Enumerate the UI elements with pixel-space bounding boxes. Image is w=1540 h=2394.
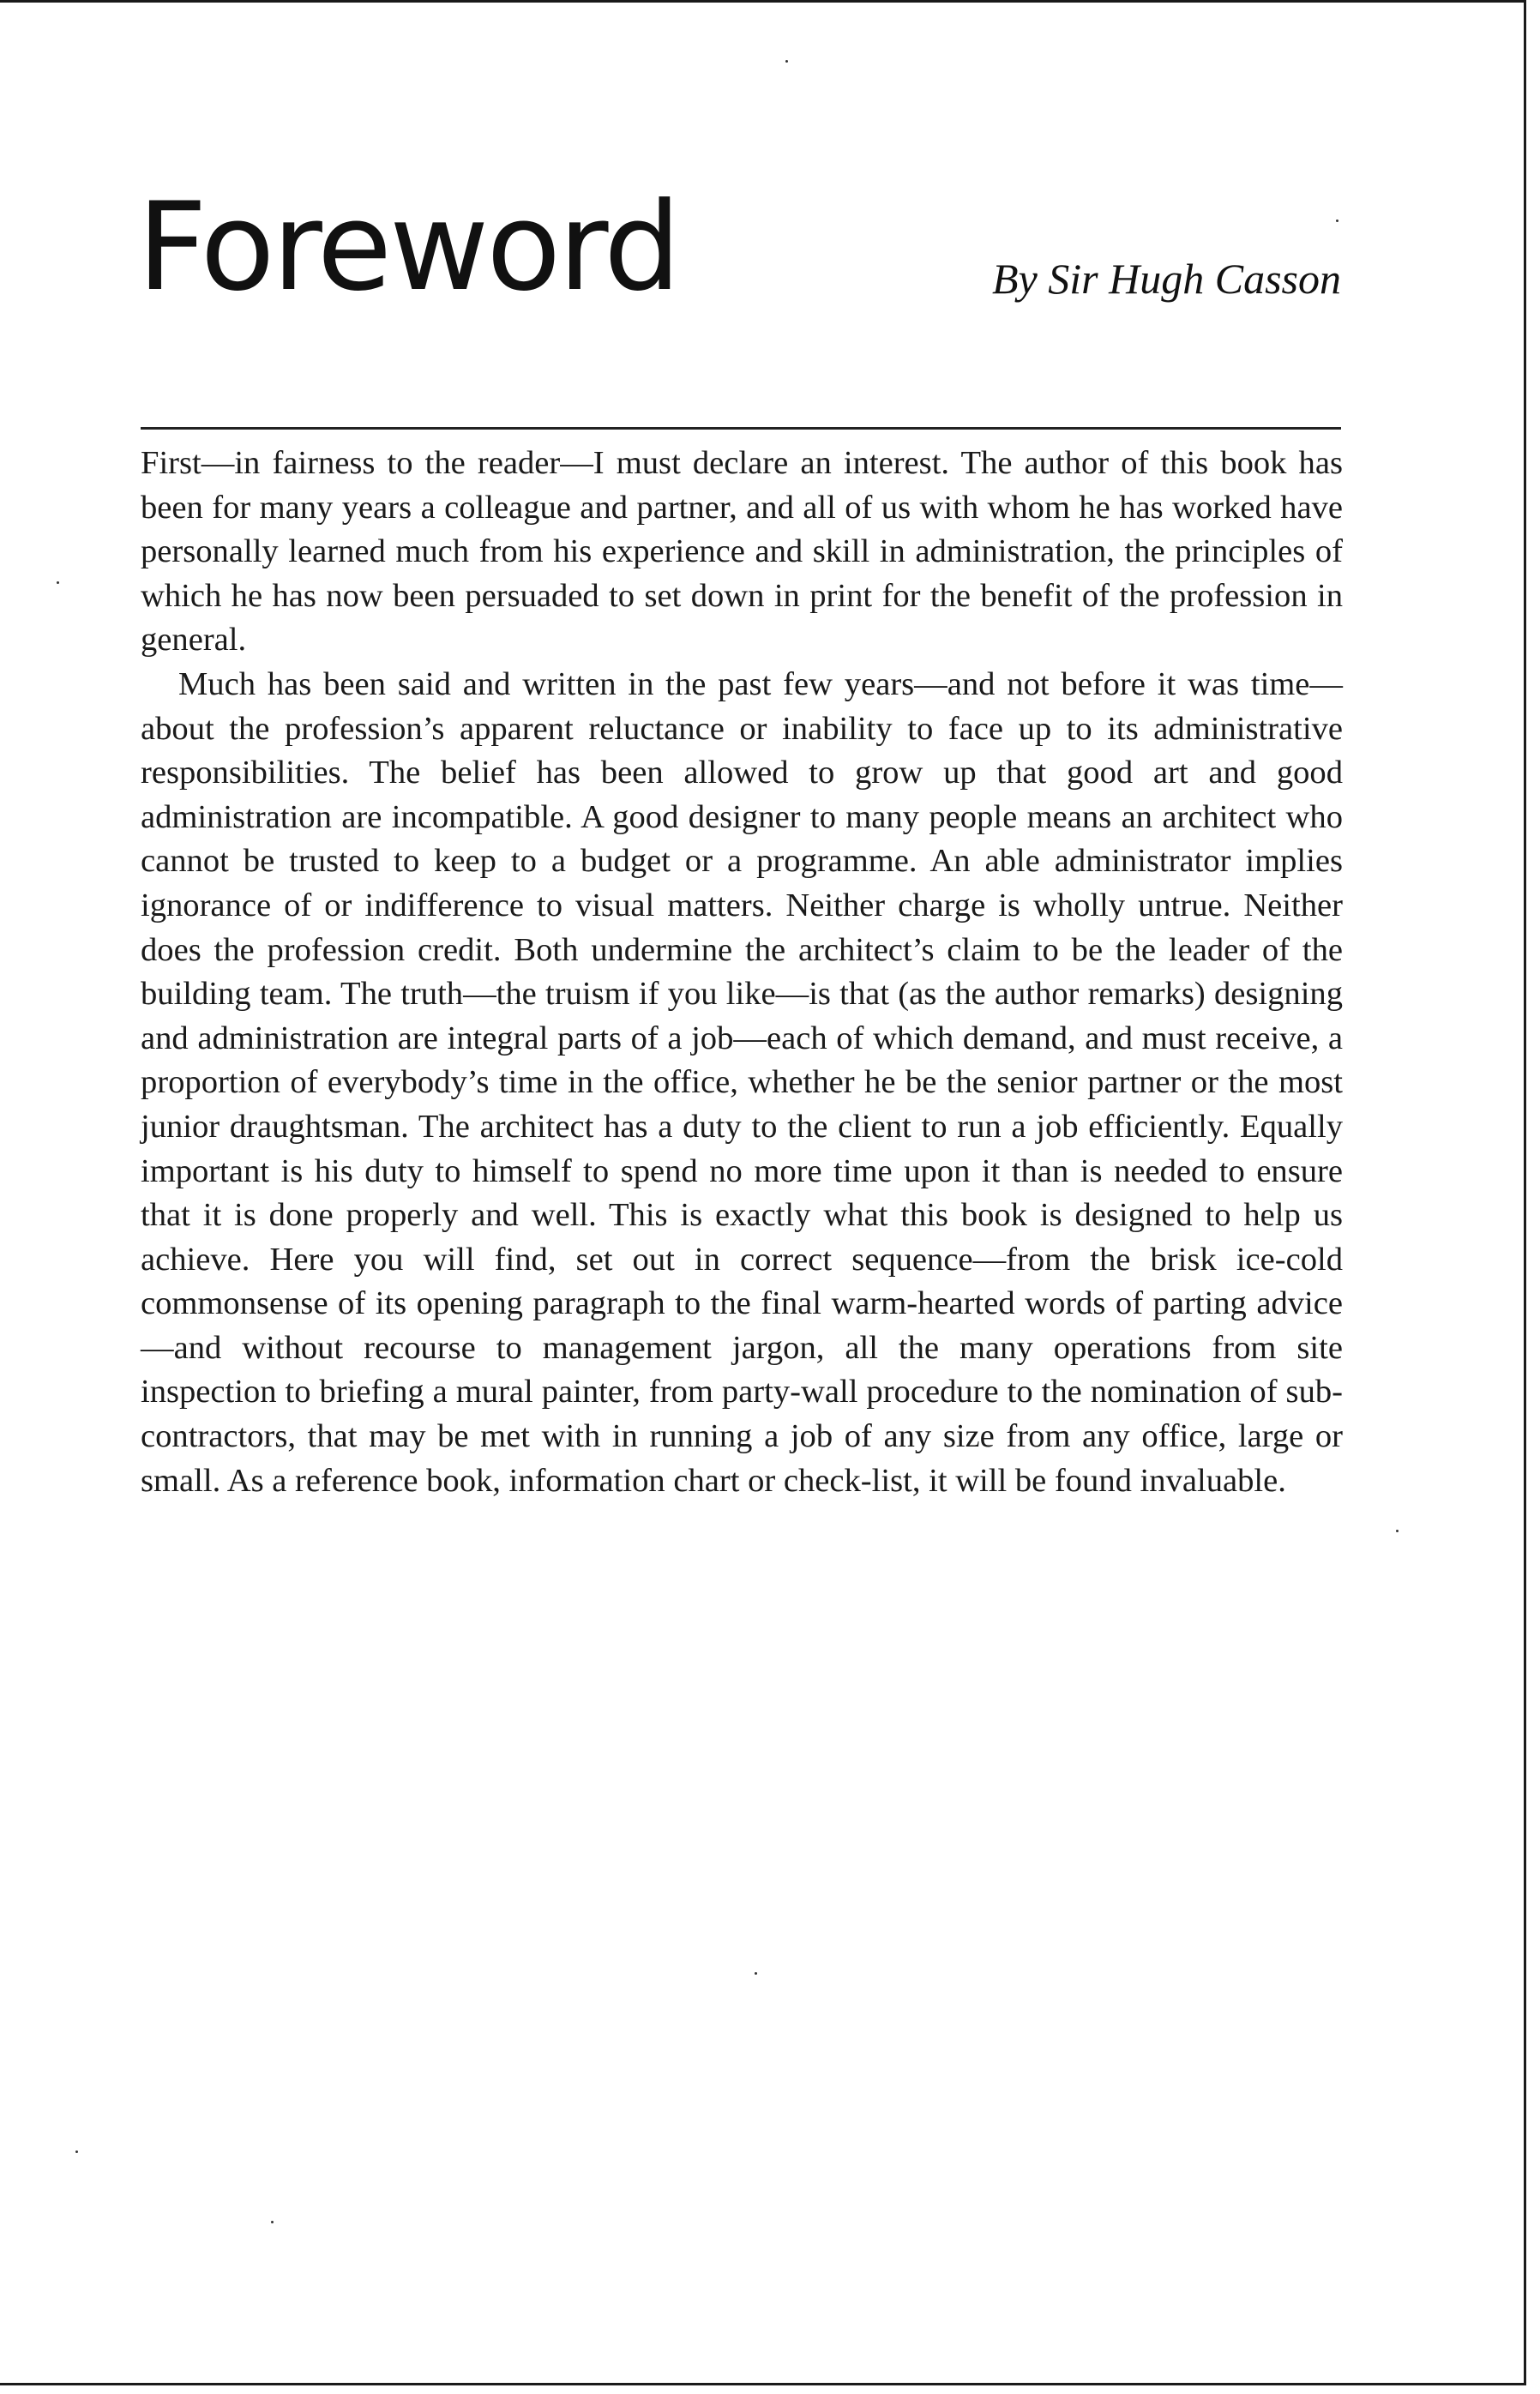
scan-speck [755, 1972, 757, 1975]
paragraph-1: First—in fairness to the reader—I must declare an interest. The author of this book has been for many years a colleague and partner, and all of us with whom he has worked have personally learned much from his experience and skill in administration, the principles of which he has now been persuaded to set down in print for the benefit of the profession in general. [141, 445, 1343, 659]
paragraph-2: Much has been said and written in the past few years—and not before it was time—about the profession’s apparent reluctance or inability to face up to its administrative responsibilities. The belief has been allowed to grow up that good art and good administration are incompatible. A good designer to many people means an architect who cannot be trusted to keep to a budget or a programme. An able administrator implies ignorance of or indifference to visual matters. Neither charge is wholly untrue. Neither does the profession credit. Both undermine the architect’s claim to be the leader of the building team. The truth—the truism if you like—is that (as the author remarks) designing and administration are integral parts of a job—each of which demand, and must receive, a proportion of everybody’s time in the office, whether he be the senior partner or the most junior draughtsman. The architect has a duty to the client to run a job efficiently. Equally important is his duty to himself to spend no more time upon it than is needed to ensure that it is done properly and well. This is exactly what this book is designed to help us achieve. Here you will find, set out in correct sequence—from the brisk ice-cold commonsense of its opening paragraph to the final warm-hearted words of parting advice—and without recourse to management jargon, all the many operations from site inspection to briefing a mural painter, from party-wall procedure to the nomination of sub-contractors, that may be met with in running a job of any size from any office, large or small. As a reference book, information chart or check-list, it will be found invaluable. [141, 665, 1343, 1499]
scan-speck [785, 60, 788, 63]
author-byline: By Sir Hugh Casson [992, 255, 1341, 303]
scan-speck [1396, 1530, 1399, 1532]
foreword-body [141, 442, 1343, 1503]
scan-speck [271, 2221, 274, 2223]
scan-speck [75, 2150, 78, 2153]
page-title: Foreword [137, 177, 679, 318]
scan-speck [57, 581, 59, 584]
heading-divider [141, 427, 1341, 430]
scan-speck [1336, 220, 1338, 222]
